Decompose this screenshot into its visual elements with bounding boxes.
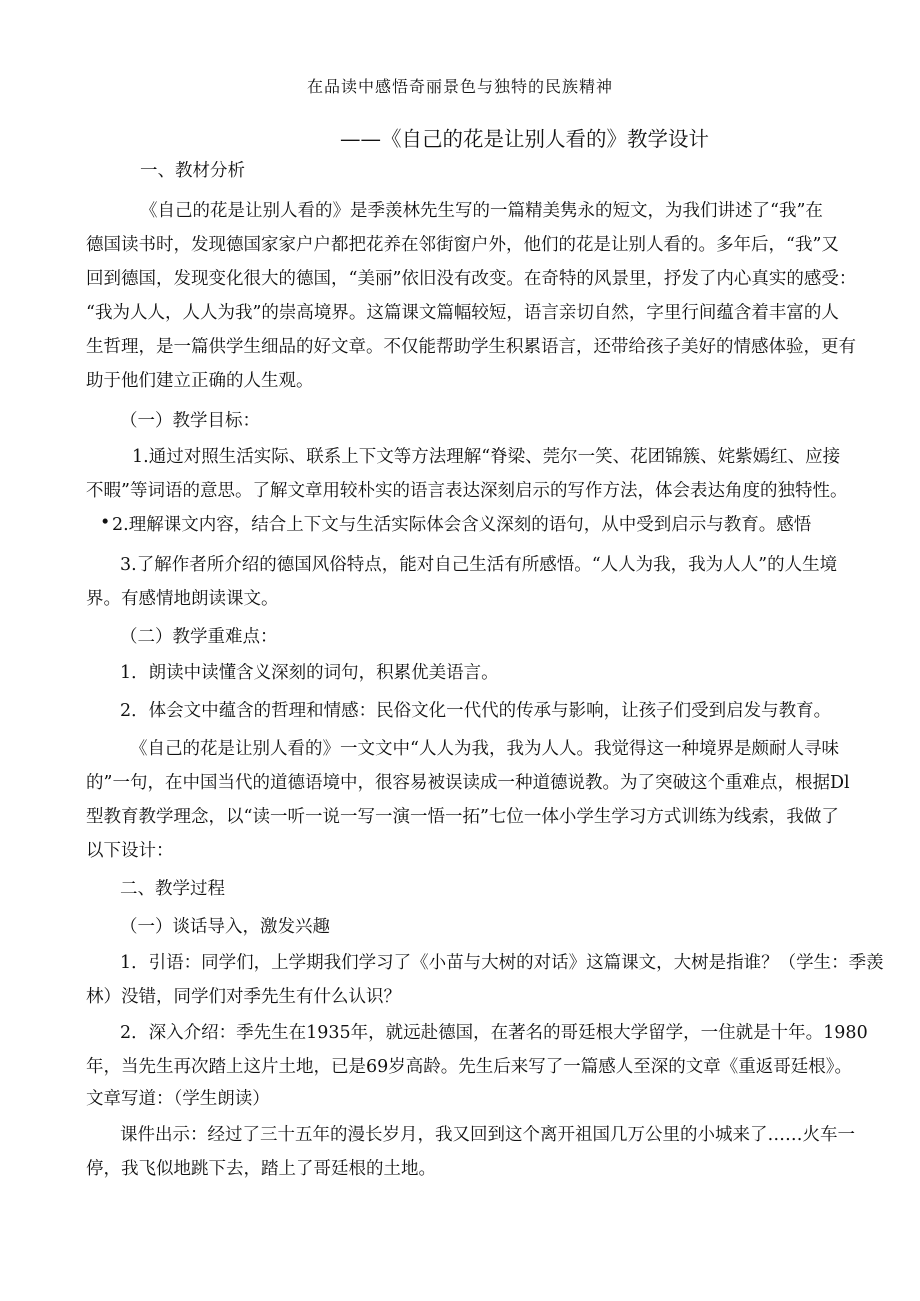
paragraph-line: 文章写道：（学生朗读） <box>86 1089 270 1109</box>
paragraph-line: 德国读书时，发现德国家家户户都把花养在邻街窗户外，他们的花是让别人看的。多年后，“我”又 <box>86 235 839 255</box>
document-subtitle: ——《自己的花是让别人看的》教学设计 <box>340 127 709 151</box>
paragraph-line: 课件出示：经过了三十五年的漫长岁月，我又回到这个离开祖国几万公里的小城来了……火车一 <box>120 1125 855 1145</box>
paragraph-line: 型教育教学理念，以“读一听一说一写一演一悟一拓”七位一体小学生学习方式训练为线索，我做了 <box>86 807 839 827</box>
document-title: 在品读中感悟奇丽景色与独特的民族精神 <box>306 77 613 96</box>
paragraph-line: 助于他们建立正确的人生观。 <box>86 371 314 391</box>
list-item: 2．体会文中蕴含的哲理和情感：民俗文化一代代的传承与影响，让孩子们受到启发与教育。 <box>120 701 832 721</box>
paragraph-line: 生哲理，是一篇供学生细品的好文章。不仅能帮助学生积累语言，还带给孩子美好的情感体验，更有 <box>86 337 856 357</box>
paragraph-line: “我为人人，人人为我”的崇高境界。这篇课文篇幅较短，语言亲切自然，字里行间蕴含着丰富的人 <box>86 303 839 323</box>
list-item: 1．引语：同学们，上学期我们学习了《小苗与大树的对话》这篇课文，大树是指谁？（学生：季羡 <box>120 953 884 973</box>
paragraph-line: 界。有感情地朗读课文。 <box>86 589 279 609</box>
paragraph-line: 《自己的花是让别人看的》一文文中“人人为我，我为人人。我觉得这一种境界是颇耐人寻味 <box>130 739 839 759</box>
paragraph-line: 不暇”等词语的意思。了解文章用较朴实的语言表达深刻启示的写作方法，体会表达角度的独特性。 <box>86 481 848 501</box>
subsection-heading: （一）谈话导入，激发兴趣 <box>120 917 330 937</box>
paragraph-line: 《自己的花是让别人看的》是季羡林先生写的一篇精美隽永的短文，为我们讲述了“我”在 <box>140 201 823 221</box>
paragraph-line: 林）没错，同学们对季先生有什么认识？ <box>86 987 401 1007</box>
paragraph-line: 的”一句，在中国当代的道德语境中，很容易被误读成一种道德说教。为了突破这个重难点，根据Dl <box>86 773 850 793</box>
list-item: 2．深入介绍：季先生在1935年，就远赴德国，在著名的哥廷根大学留学，一住就是十年。1980 <box>120 1023 868 1043</box>
paragraph-line: 年，当先生再次踏上这片土地，已是69岁高龄。先生后来写了一篇感人至深的文章《重返哥廷根》。 <box>86 1057 853 1077</box>
paragraph-line: 1.通过对照生活实际、联系上下文等方法理解“脊梁、莞尔一笑、花团锦簇、姹紫嫣红、应接 <box>132 447 841 467</box>
paragraph-line: 2.理解课文内容，结合上下文与生活实际体会含义深刻的语句，从中受到启示与教育。感悟 <box>112 515 812 535</box>
section-heading: 一、教材分析 <box>140 161 245 181</box>
section-heading: 二、教学过程 <box>120 879 225 899</box>
subsection-heading: （二）教学重难点： <box>120 627 278 647</box>
list-item: 1．朗读中读懂含义深刻的词句，积累优美语言。 <box>120 663 499 683</box>
subsection-heading: （一）教学目标： <box>120 411 260 431</box>
bullet-marker: • <box>100 513 111 533</box>
paragraph-line: 以下设计： <box>86 841 174 861</box>
paragraph-line: 3.了解作者所介绍的德国风俗特点，能对自己生活有所感悟。“人人为我，我为人人”的人生境 <box>120 555 838 575</box>
paragraph-line: 回到德国，发现变化很大的德国，“美丽”依旧没有改变。在奇特的风景里，抒发了内心真实的感受： <box>86 269 857 289</box>
paragraph-line: 停，我飞似地跳下去，踏上了哥廷根的土地。 <box>86 1159 436 1179</box>
